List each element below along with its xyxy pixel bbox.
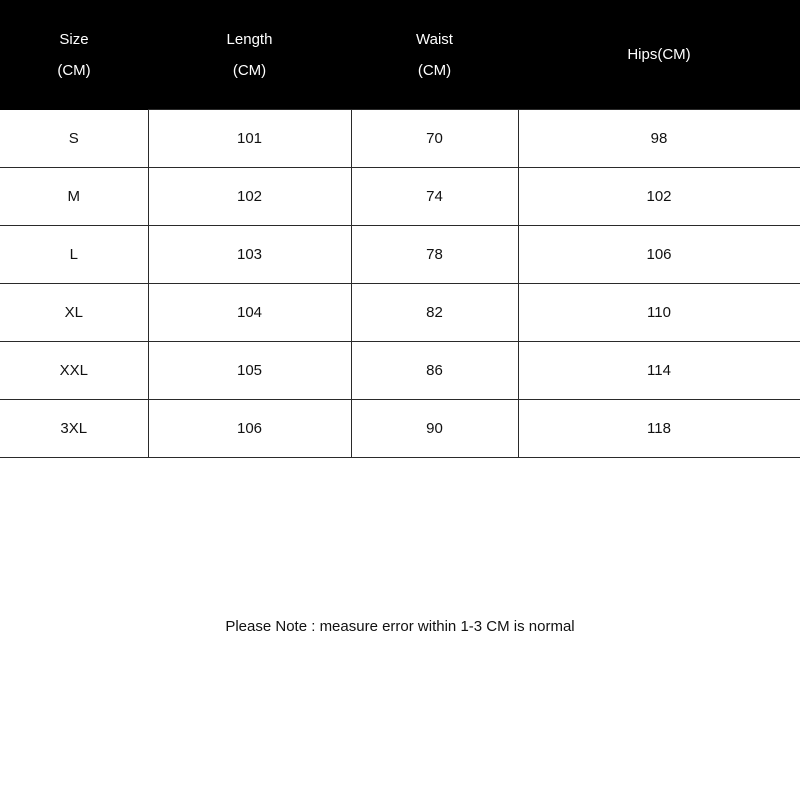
cell-size: S bbox=[0, 110, 148, 168]
header-hips-label: Hips(CM) bbox=[627, 46, 691, 63]
cell-hips: 98 bbox=[518, 110, 800, 168]
size-chart-header bbox=[0, 0, 800, 110]
table-row bbox=[0, 342, 800, 400]
cell-waist: 70 bbox=[351, 110, 518, 168]
cell-length: 102 bbox=[148, 168, 351, 226]
header-waist-unit: (CM) bbox=[417, 61, 452, 79]
table-row bbox=[0, 226, 800, 284]
header-size-label: Size bbox=[59, 30, 89, 48]
cell-waist: 78 bbox=[351, 226, 518, 284]
cell-hips: 118 bbox=[518, 400, 800, 458]
cell-size: M bbox=[0, 168, 148, 226]
cell-length: 103 bbox=[148, 226, 351, 284]
size-chart-body bbox=[0, 110, 800, 458]
header-row bbox=[0, 0, 800, 110]
cell-hips: 110 bbox=[518, 284, 800, 342]
measurement-note: Please Note : measure error within 1-3 CM is normal bbox=[225, 618, 575, 635]
cell-length: 101 bbox=[148, 110, 351, 168]
table-row bbox=[0, 110, 800, 168]
cell-hips: 114 bbox=[518, 342, 800, 400]
cell-length: 105 bbox=[148, 342, 351, 400]
cell-size: XL bbox=[0, 284, 148, 342]
cell-waist: 86 bbox=[351, 342, 518, 400]
cell-hips: 102 bbox=[518, 168, 800, 226]
header-size-unit: (CM) bbox=[57, 61, 91, 79]
cell-waist: 82 bbox=[351, 284, 518, 342]
cell-waist: 90 bbox=[351, 400, 518, 458]
header-hips bbox=[518, 0, 800, 110]
cell-hips: 106 bbox=[518, 226, 800, 284]
header-length-label: Length bbox=[226, 30, 273, 48]
header-size bbox=[0, 0, 148, 110]
cell-size: L bbox=[0, 226, 148, 284]
header-waist-label: Waist bbox=[416, 30, 453, 48]
cell-size: 3XL bbox=[0, 400, 148, 458]
header-length bbox=[148, 0, 351, 110]
cell-length: 104 bbox=[148, 284, 351, 342]
table-row bbox=[0, 284, 800, 342]
table-row bbox=[0, 400, 800, 458]
header-waist bbox=[351, 0, 518, 110]
table-row bbox=[0, 168, 800, 226]
header-length-unit: (CM) bbox=[232, 61, 267, 79]
cell-size: XXL bbox=[0, 342, 148, 400]
cell-waist: 74 bbox=[351, 168, 518, 226]
cell-length: 106 bbox=[148, 400, 351, 458]
